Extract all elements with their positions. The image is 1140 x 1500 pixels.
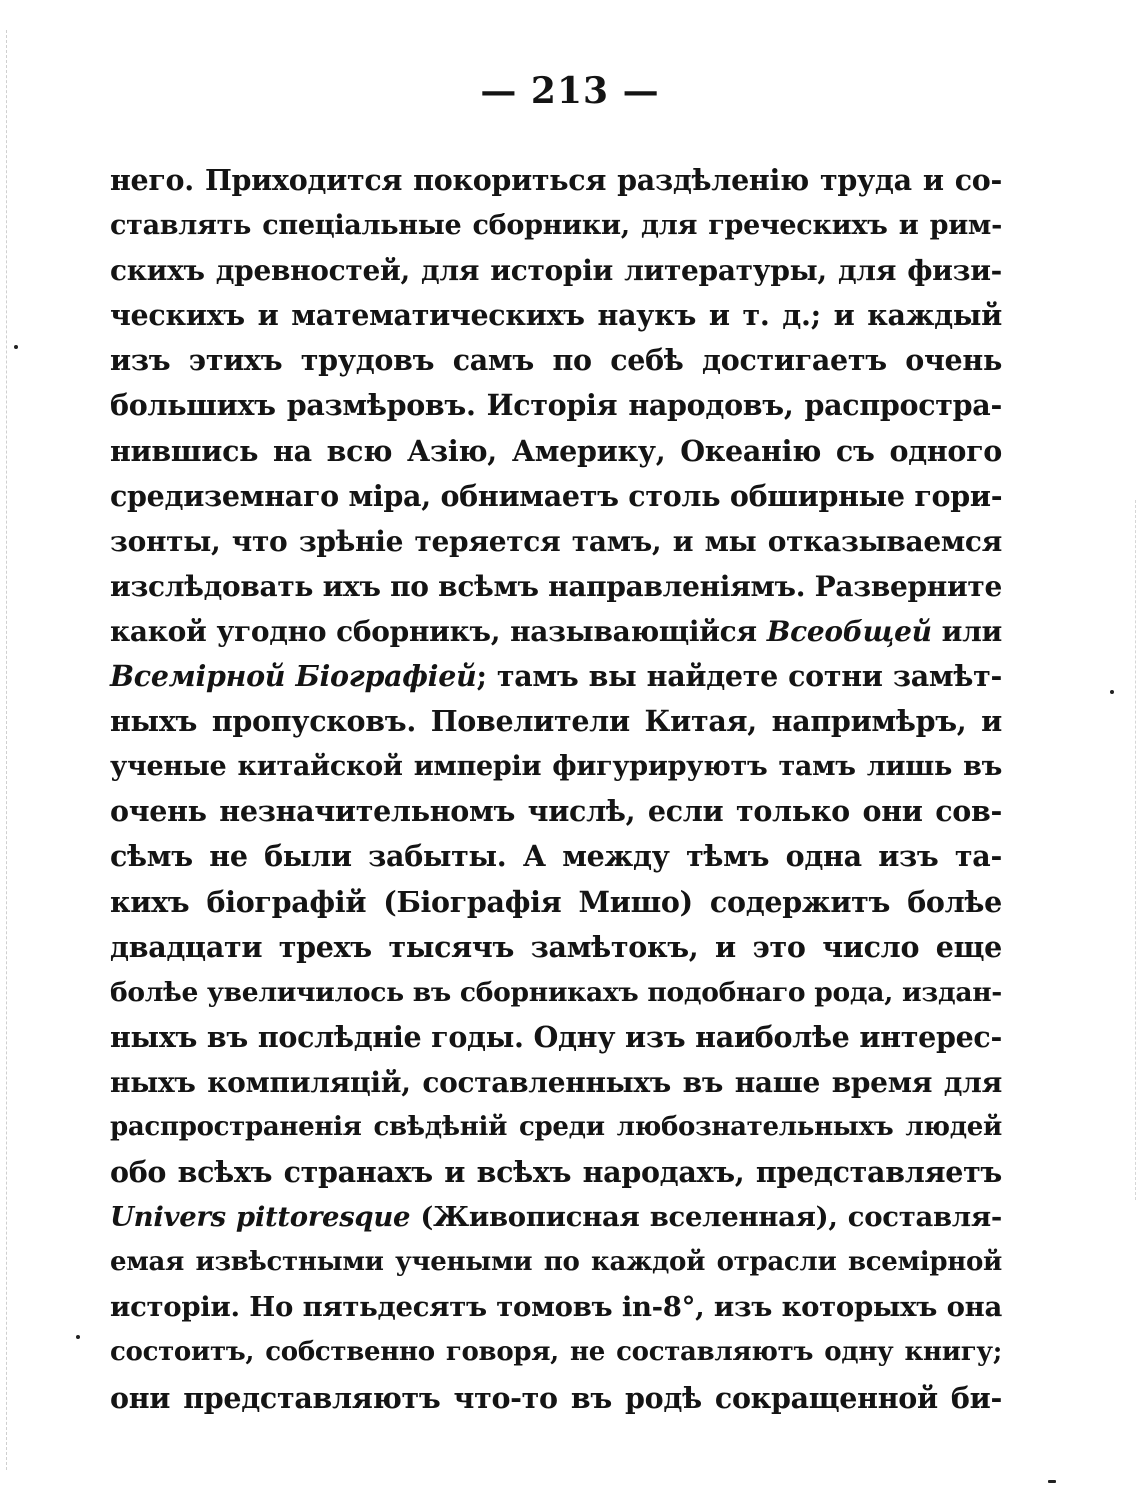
text-line: [110, 1150, 1002, 1195]
text-line: [110, 1195, 1002, 1240]
text-line: [110, 1015, 1002, 1060]
text-segment: изслѣдовать ихъ по всѣмъ направленіямъ. Разверните: [110, 569, 1002, 603]
text-line: [110, 564, 1002, 609]
text-segment: емая извѣстными учеными по каждой отрасли всемірной: [110, 1247, 1002, 1278]
text-line: [110, 789, 1002, 834]
text-segment: (Живописная вселенная), составля-: [410, 1201, 1002, 1234]
text-line: [110, 1240, 1002, 1285]
body-text: [110, 158, 1002, 1421]
text-line: [110, 248, 1002, 293]
scan-edge-right: [1135, 500, 1136, 1200]
text-segment: обо всѣхъ странахъ и всѣхъ народахъ, представляетъ: [110, 1155, 1002, 1190]
text-line: [110, 158, 1002, 203]
text-segment: распространенія свѣдѣній среди любознательныхъ людей: [110, 1111, 1002, 1142]
text-segment: нившись на всю Азію, Америку, Океанію съ одного: [110, 433, 1002, 468]
text-segment: средиземнаго міра, обнимаетъ столь обширные гори-: [110, 478, 1003, 513]
text-segment: ныхъ въ послѣдніе годы. Одну изъ наиболѣе интерес-: [110, 1019, 1002, 1054]
text-line: [110, 744, 1002, 789]
text-segment: какой угодно сборникъ, называющійся: [110, 614, 767, 648]
text-segment: они представляютъ что-то въ родѣ сокращенной би-: [110, 1380, 1002, 1415]
text-segment: ставлять спеціальные сборники, для греческихъ и рим-: [110, 210, 1002, 242]
text-line: [110, 1376, 1002, 1421]
text-segment: большихъ размѣровъ. Исторія народовъ, распростра-: [110, 388, 1002, 423]
text-segment: скихъ древностей, для исторіи литературы, для физи-: [110, 254, 1002, 288]
text-line: [110, 474, 1002, 519]
text-line: [110, 293, 1002, 338]
text-line: [110, 925, 1002, 970]
text-segment: ныхъ пропусковъ. Повелители Китая, напримѣръ, и: [110, 704, 1002, 739]
text-segment: ученые китайской имперіи фигурируютъ тамъ лишь въ: [110, 751, 1002, 783]
scan-edge-left: [6, 30, 7, 1470]
text-segment: или: [931, 614, 1002, 648]
text-line: [110, 654, 1002, 699]
scan-speck: [1048, 1480, 1056, 1483]
text-segment: болѣе увеличилось въ сборникахъ подобнаго рода, издан-: [110, 976, 1002, 1008]
text-line: [110, 970, 1002, 1015]
italic-term: Всеобщей: [766, 614, 932, 648]
text-line: [110, 429, 1002, 474]
text-segment: состоитъ, собственно говоря, не составляютъ одну книгу;: [110, 1337, 1002, 1368]
italic-term: Всемірной Біографіей: [110, 659, 477, 694]
scan-speck: [14, 345, 18, 349]
text-segment: исторіи. Но пятьдесятъ томовъ in-8°, изъ которыхъ она: [110, 1291, 1002, 1324]
text-segment: ; тамъ вы найдете сотни замѣт-: [476, 659, 1003, 694]
text-segment: кихъ біографій (Біографія Мишо) содержитъ болѣе: [110, 884, 1002, 919]
scan-speck: [76, 1335, 80, 1339]
page-number: — 213 —: [480, 70, 660, 112]
text-segment: него. Приходится покориться раздѣленію труда и со-: [110, 163, 1002, 197]
text-line: [110, 1285, 1002, 1330]
text-line: [110, 519, 1002, 564]
text-line: [110, 1060, 1002, 1105]
text-line: [110, 1330, 1002, 1375]
text-line: [110, 383, 1002, 428]
text-segment: зонты, что зрѣніе теряется тамъ, и мы отказываемся: [110, 524, 1002, 558]
text-line: [110, 609, 1002, 654]
text-segment: ческихъ и математическихъ наукъ и т. д.; и каждый: [110, 298, 1002, 333]
text-segment: изъ этихъ трудовъ самъ по себѣ достигаетъ очень: [110, 343, 1002, 378]
text-line: [110, 338, 1002, 383]
text-line: [110, 203, 1002, 248]
text-segment: очень незначительномъ числѣ, если только они сов-: [110, 794, 1002, 829]
text-segment: сѣмъ не были забыты. А между тѣмъ одна изъ та-: [110, 839, 1002, 874]
text-segment: ныхъ компиляцій, составленныхъ въ наше время для: [110, 1065, 1002, 1099]
text-line: [110, 699, 1002, 744]
italic-term: Univers pittoresque: [110, 1201, 411, 1234]
text-segment: двадцати трехъ тысячъ замѣтокъ, и это число еще: [110, 929, 1002, 964]
scan-speck: [1110, 690, 1114, 694]
text-line: [110, 1105, 1002, 1150]
text-line: [110, 834, 1002, 879]
text-line: [110, 880, 1002, 925]
